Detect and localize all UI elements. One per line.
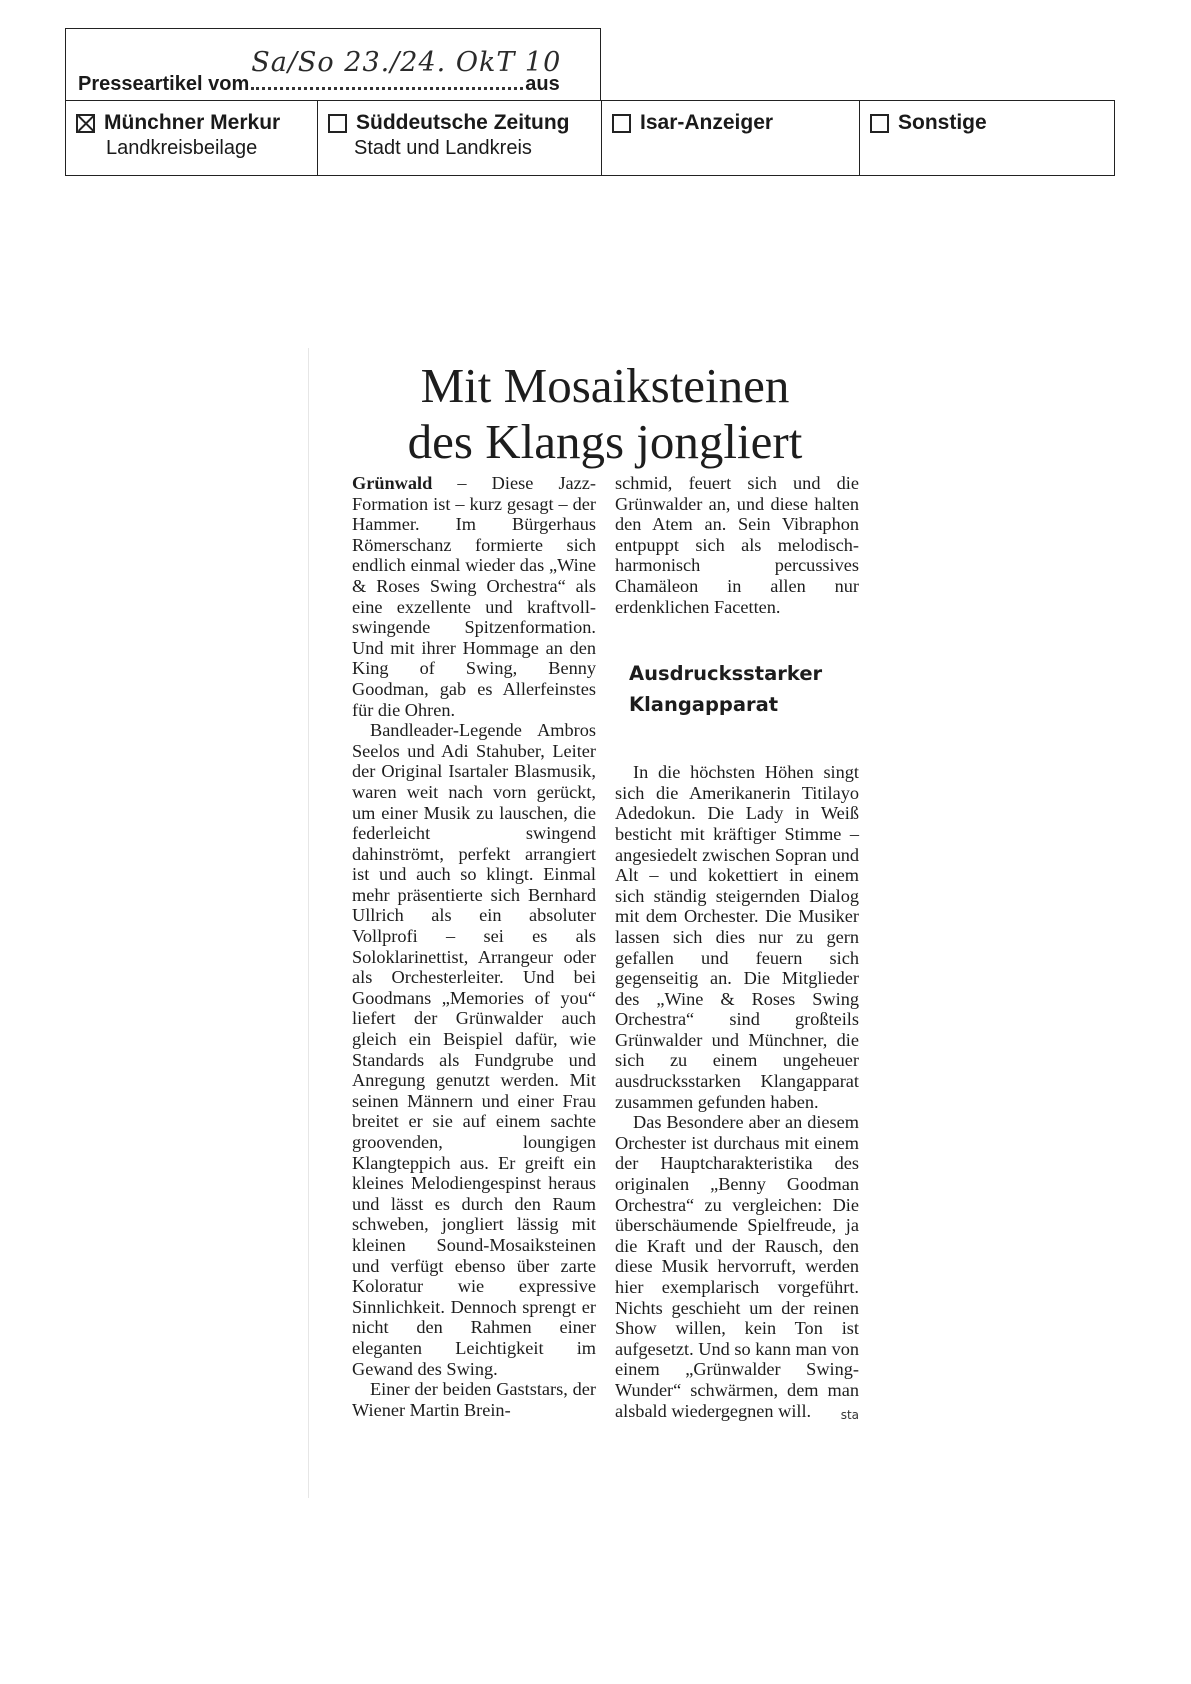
article-paragraph [352, 473, 596, 720]
press-clipping-form [65, 28, 1115, 176]
press-date-line [78, 47, 562, 96]
press-label: Presseartikel vom [78, 73, 250, 95]
article-subheading: Ausdrucksstarker Klangapparat [629, 662, 823, 717]
option-isar-anzeiger [602, 101, 860, 175]
option-sonstige [860, 101, 1114, 175]
article-paragraph: schmid, feuert sich und die Grünwalder an, und diese halten den Atem an. Sein Vibraphon entpuppt sich als melodisch-harmonisch percussives Chamäleon in allen nur erdenklichen Facetten. [615, 473, 859, 617]
checked-checkbox-icon [76, 114, 95, 133]
article-column-right [615, 473, 859, 1425]
scan-edge-line [308, 348, 309, 1498]
headline-line-2: des Klangs jongliert [407, 414, 803, 469]
article-headline [330, 358, 880, 470]
option-name: Münchner Merkur [104, 111, 281, 134]
option-sub: Stadt und Landkreis [354, 137, 532, 159]
option-name: Sonstige [898, 111, 987, 134]
paragraph-text: – Diese Jazz-Formation ist – kurz gesagt – der Hammer. Im Bürgerhaus Römerschanz formierte sich endlich einmal wieder das „Wine & Roses Swing Orchestra“ als eine exzellente und kraftvoll-swingende Spitzenformation. Und mit ihrer Hommage an den King of Swing, Benny Goodman, gab es Allerfeinstes für die Ohren. [352, 473, 596, 720]
empty-checkbox-icon [870, 114, 889, 133]
article-paragraph: Bandleader-Legende Ambros Seelos und Adi Stahuber, Leiter der Original Isartaler Blasmusik, waren weit nach vorn gerückt, um einer Musik zu lauschen, die federleicht swingend dahinströmt, perfekt arrangiert ist und auch so klingt. Einmal mehr präsentierte sich Bernhard Ullrich als ein absoluter Vollprofi – sei es als Soloklarinettist, Arrangeur oder als Orchesterleiter. Und bei Goodmans „Memories of you“ liefert der Grünwalder auch gleich ein Beispiel dafür, wie Standards als Fundgrube und Anregung genutzt werden. Mit seinen Männern und einer Frau breitet er sie auf einem sachte groovenden, loungigen Klangteppich aus. Er greift ein kleines Melodiengespinst heraus und lässt es durch den Raum schweben, jongliert lässig mit kleinen Sound-Mosaiksteinen und verfügt ebenso über zarte Koloratur wie expressive Sinnlichkeit. Dennoch sprengt er nicht den Rahmen einer eleganten Leichtigkeit im Gewand des Swing. [352, 720, 596, 1379]
article-paragraph [615, 1112, 859, 1421]
date-row [65, 28, 601, 100]
empty-checkbox-icon [612, 114, 631, 133]
headline-line-1: Mit Mosaiksteinen [420, 358, 790, 413]
option-sueddeutsche-zeitung [318, 101, 602, 175]
option-sub: Landkreisbeilage [106, 137, 258, 159]
aus-label: aus [525, 73, 560, 95]
article-paragraph: In die höchsten Höhen singt sich die Amerikanerin Titilayo Adedokun. Die Lady in Weiß besticht mit kräftiger Stimme – angesiedelt zwischen Sopran und Alt – und kokettiert in einem sich ständig steigernden Dialog mit dem Orchester. Die Musiker lassen sich dies nur zu gern gefallen und feuern sich gegenseitig an. Die Mitglieder des „Wine & Roses Swing Orchestra“ sind großteils Grünwalder und Münchner, die sich zu einem ungeheuer ausdrucksstarken Klangapparat zusammen gefunden haben. [615, 762, 859, 1112]
paragraph-text: Das Besondere aber an diesem Orchester ist durchaus mit einem der Hauptcharakteristika des originalen „Benny Goodman Orchestra“ zu vergleichen: Die überschäumende Spielfreude, ja die Kraft und der Rausch, den diese Musik hervorruft, werden hier exemplarisch vorgeführt. Nichts geschieht um der reinen Show willen, kein Ton ist aufgesetzt. Und so kann man von einem „Grünwalder Swing-Wunder“ schwärmen, dem man alsbald wiedergegnen will. [615, 1112, 859, 1421]
dateline: Grünwald [352, 473, 433, 493]
article-paragraph: Einer der beiden Gaststars, der Wiener Martin Brein- [352, 1379, 596, 1420]
handwritten-date: Sa/So 23./24. OkT 10 [251, 47, 562, 78]
option-muenchner-merkur [66, 101, 318, 175]
option-name: Süddeutsche Zeitung [356, 111, 570, 134]
author-initials: sta [840, 1407, 859, 1422]
newspaper-options-row [65, 100, 1115, 176]
option-name: Isar-Anzeiger [640, 111, 774, 134]
article-column-left [352, 473, 596, 1420]
empty-checkbox-icon [328, 114, 347, 133]
